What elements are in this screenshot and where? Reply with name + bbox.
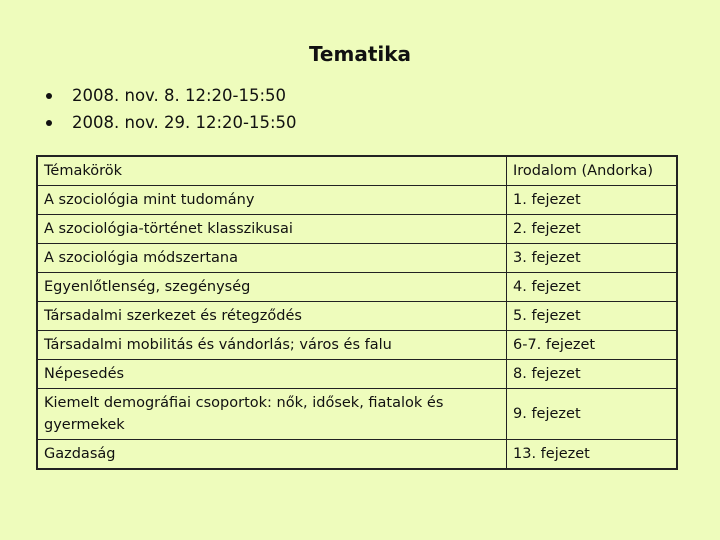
topic-cell: A szociológia-történet klasszikusai [37,215,507,244]
table-header-row [37,156,677,186]
bullet-icon [46,120,52,126]
topic-cell: Népesedés [37,360,507,389]
chapter-cell: 8. fejezet [507,360,678,389]
table-row [37,244,677,273]
chapter-cell: 9. fejezet [507,389,678,440]
table-row [37,389,677,440]
topic-cell: Kiemelt demográfiai csoportok: nők, idősek, fiatalok és gyermekek [37,389,507,440]
table-row [37,302,677,331]
date-text: 2008. nov. 29. 12:20-15:50 [72,113,297,132]
chapter-cell: 1. fejezet [507,186,678,215]
topic-cell: Társadalmi mobilitás és vándorlás; város és falu [37,331,507,360]
date-item [44,109,297,136]
topics-table [36,155,678,470]
topic-cell: Társadalmi szerkezet és rétegződés [37,302,507,331]
chapter-cell: 4. fejezet [507,273,678,302]
chapter-cell: 5. fejezet [507,302,678,331]
table-row [37,215,677,244]
table-row [37,331,677,360]
table-row [37,186,677,215]
topic-cell: Gazdaság [37,440,507,470]
table-row [37,273,677,302]
date-item [44,82,297,109]
slide-title: Tematika [308,42,412,66]
chapter-cell: 6-7. fejezet [507,331,678,360]
chapter-cell: 13. fejezet [507,440,678,470]
header-topics: Témakörök [37,156,507,186]
chapter-cell: 3. fejezet [507,244,678,273]
topic-cell: Egyenlőtlenség, szegénység [37,273,507,302]
date-text: 2008. nov. 8. 12:20-15:50 [72,86,287,105]
topic-cell: A szociológia módszertana [37,244,507,273]
header-literature: Irodalom (Andorka) [507,156,678,186]
table-row [37,440,677,470]
bullet-icon [46,93,52,99]
chapter-cell: 2. fejezet [507,215,678,244]
date-list [44,82,297,136]
table-row [37,360,677,389]
topic-cell: A szociológia mint tudomány [37,186,507,215]
